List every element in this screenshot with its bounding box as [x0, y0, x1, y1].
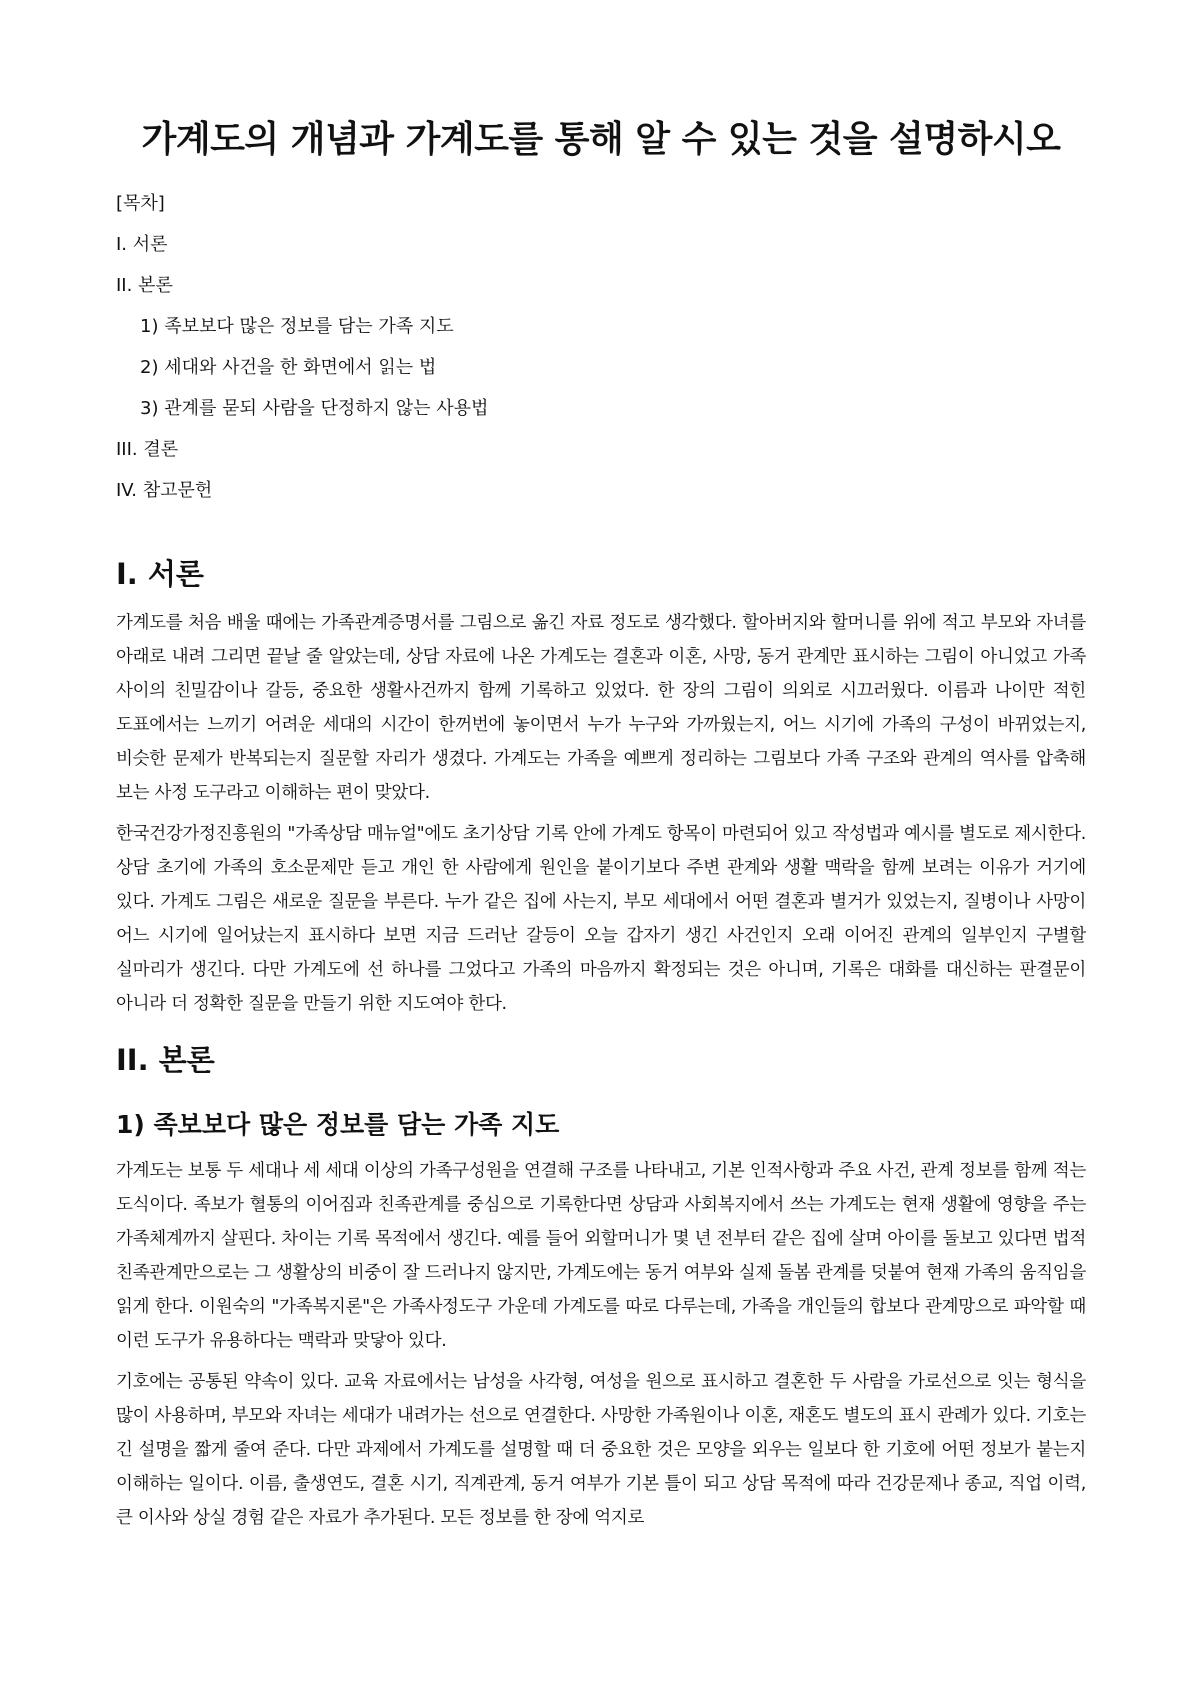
toc-item-conclusion: III. 결론	[116, 439, 179, 461]
toc-item-body-1: 1) 족보보다 많은 정보를 담는 가족 지도	[140, 316, 454, 338]
toc-heading: [목차]	[116, 193, 165, 215]
document-title: 가계도의 개념과 가계도를 통해 알 수 있는 것을 설명하시오	[141, 119, 1061, 160]
intro-paragraph: 가계도를 처음 배울 때에는 가족관계증명서를 그림으로 옮긴 자료 정도로 생각했다. 할아버지와 할머니를 위에 적고 부모와 자녀를 아래로 내려 그리면 끝날 줄 알았는데, 상담 자료에 나온 가계도는 결혼과 이혼, 사망, 동거 관계만 표시하는 그림이 아니었고 가족 사이의 친밀감이나 갈등, 중요한 생활사건까지 함께 기록하고 있었다. 한 장의 그림이 의외로 시끄러웠다. 이름과 나이만 적힌 도표에서는 느끼기 어려운 세대의 시간이 한꺼번에 놓이면서 누가 누구와 가까웠는지, 어느 시기에 가족의 구성이 바뀌었는지, 비슷한 문제가 반복되는지 질문할 자리가 생겼다. 가계도는 가족을 예쁘게 정리하는 그림보다 가족 구조와 관계의 역사를 압축해 보는 사정 도구라고 이해하는 편이 맞았다.	[116, 612, 1086, 803]
toc-item-intro: I. 서론	[116, 234, 168, 256]
section-heading-intro: I. 서론	[116, 557, 204, 592]
toc-item-body: II. 본론	[116, 275, 173, 297]
toc-item-references: IV. 참고문헌	[116, 480, 213, 502]
intro-paragraph: 한국건강가정진흥원의 "가족상담 매뉴얼"에도 초기상담 기록 안에 가계도 항목이 마련되어 있고 작성법과 예시를 별도로 제시한다. 상담 초기에 가족의 호소문제만 듣고 개인 한 사람에게 원인을 붙이기보다 주변 관계와 생활 맥락을 함께 보려는 이유가 거기에 있다. 가계도 그림은 새로운 질문을 부른다. 누가 같은 집에 사는지, 부모 세대에서 어떤 결혼과 별거가 있었는지, 질병이나 사망이 어느 시기에 일어났는지 표시하다 보면 지금 드러난 갈등이 오늘 갑자기 생긴 사건인지 오래 이어진 관계의 일부인지 구별할 실마리가 생긴다. 다만 가계도에 선 하나를 그었다고 가족의 마음까지 확정되는 것은 아니며, 기록은 대화를 대신하는 판결문이 아니라 더 정확한 질문을 만들기 위한 지도여야 한다.	[116, 823, 1086, 1014]
toc-item-body-3: 3) 관계를 묻되 사람을 단정하지 않는 사용법	[140, 398, 489, 420]
section-heading-body: II. 본론	[116, 1042, 215, 1077]
table-of-contents	[116, 183, 1086, 511]
document-body	[116, 535, 1086, 1542]
toc-item-body-2: 2) 세대와 사건을 한 화면에서 읽는 법	[140, 357, 437, 379]
body-paragraph: 가계도는 보통 두 세대나 세 세대 이상의 가족구성원을 연결해 구조를 나타내고, 기본 인적사항과 주요 사건, 관계 정보를 함께 적는 도식이다. 족보가 혈통의 이어짐과 친족관계를 중심으로 기록한다면 상담과 사회복지에서 쓰는 가계도는 현재 생활에 영향을 주는 가족체계까지 살핀다. 차이는 기록 목적에서 생긴다. 예를 들어 외할머니가 몇 년 전부터 같은 집에 살며 아이를 돌보고 있다면 법적 친족관계만으로는 그 생활상의 비중이 잘 드러나지 않지만, 가계도에는 동거 여부와 실제 돌봄 관계를 덧붙여 현재 가족의 움직임을 읽게 한다. 이원숙의 "가족복지론"은 가족사정도구 가운데 가계도를 따로 다루는데, 가족을 개인들의 합보다 관계망으로 파악할 때 이런 도구가 유용하다는 맥락과 맞닿아 있다.	[116, 1160, 1086, 1351]
subsection-heading-1: 1) 족보보다 많은 정보를 담는 가족 지도	[116, 1109, 560, 1139]
body-paragraph: 기호에는 공통된 약속이 있다. 교육 자료에서는 남성을 사각형, 여성을 원으로 표시하고 결혼한 두 사람을 가로선으로 잇는 형식을 많이 사용하며, 부모와 자녀는 세대가 내려가는 선으로 연결한다. 사망한 가족원이나 이혼, 재혼도 별도의 표시 관례가 있다. 기호는 긴 설명을 짧게 줄여 준다. 다만 과제에서 가계도를 설명할 때 더 중요한 것은 모양을 외우는 일보다 한 기호에 어떤 정보가 붙는지 이해하는 일이다. 이름, 출생연도, 결혼 시기, 직계관계, 동거 여부가 기본 틀이 되고 상담 목적에 따라 건강문제나 종교, 직업 이력, 큰 이사와 상실 경험 같은 자료가 추가된다. 모든 정보를 한 장에 억지로	[116, 1371, 1086, 1528]
